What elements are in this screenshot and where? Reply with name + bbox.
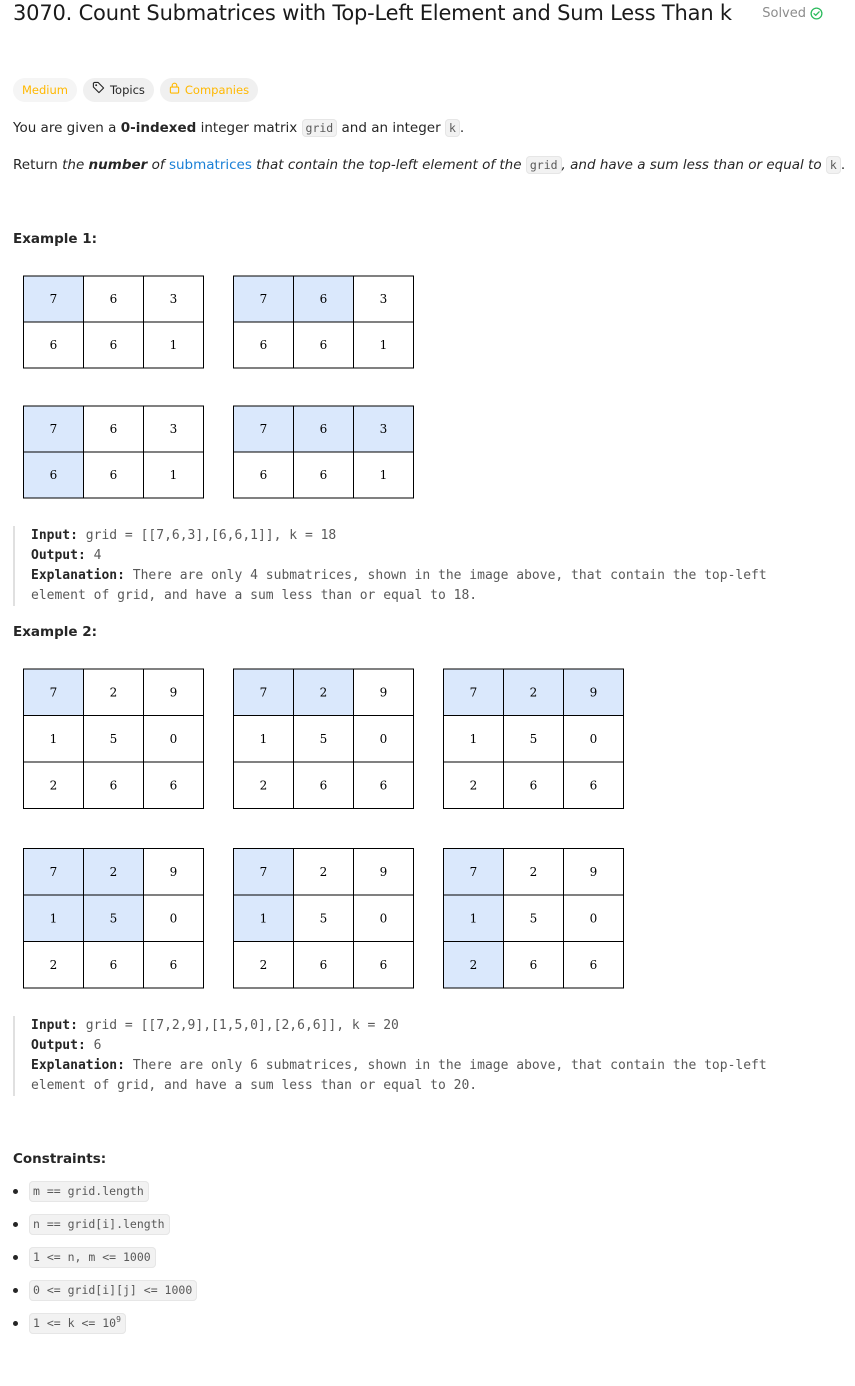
text: integer matrix bbox=[196, 120, 302, 136]
cell-value: 9 bbox=[169, 685, 178, 700]
cell-value: 2 bbox=[319, 685, 328, 700]
cell-value: 0 bbox=[169, 731, 178, 746]
cell-value: 5 bbox=[109, 731, 118, 746]
cell-value: 3 bbox=[379, 292, 388, 306]
cell-value: 6 bbox=[259, 468, 268, 482]
tag-icon bbox=[92, 78, 105, 102]
submatrices-link[interactable]: submatrices bbox=[168, 157, 252, 173]
italic-text: of bbox=[147, 157, 169, 173]
cell-value: 9 bbox=[169, 864, 178, 879]
cell-value: 0 bbox=[589, 731, 598, 746]
cell-value: 7 bbox=[49, 292, 58, 306]
constraint-item bbox=[13, 1246, 197, 1279]
text: . bbox=[459, 120, 465, 136]
cell-value: 2 bbox=[49, 778, 58, 793]
output-value: 4 bbox=[93, 548, 102, 563]
cell-value: 6 bbox=[529, 778, 538, 793]
submatrix-grid bbox=[234, 849, 414, 989]
cell-value: 7 bbox=[49, 685, 58, 700]
cell-value: 6 bbox=[319, 338, 328, 352]
cell-value: 6 bbox=[379, 778, 388, 793]
cell-value: 5 bbox=[319, 911, 328, 926]
cell-value: 7 bbox=[259, 864, 268, 879]
cell-value: 1 bbox=[259, 911, 268, 926]
cell-value: 1 bbox=[379, 468, 388, 482]
cell-value: 2 bbox=[469, 778, 478, 793]
submatrix-grid bbox=[234, 406, 414, 498]
input-value: grid = [[7,2,9],[1,5,0],[2,6,6]], k = 20 bbox=[85, 1018, 399, 1033]
cell-value: 3 bbox=[379, 422, 388, 436]
constraint-code: n == grid[i].length bbox=[29, 1214, 170, 1235]
constraint-text: 1 <= k <= 10 bbox=[33, 1316, 117, 1330]
cell-value: 1 bbox=[49, 911, 58, 926]
explanation-text: element of grid, and have a sum less than or equal to 18. bbox=[31, 588, 478, 603]
italic-text: , and have a sum less than or equal to bbox=[561, 157, 826, 173]
explanation-text: element of grid, and have a sum less than or equal to 20. bbox=[31, 1078, 478, 1093]
submatrix-grid bbox=[24, 849, 204, 989]
output-label: Output: bbox=[31, 548, 86, 563]
companies-label: Companies bbox=[184, 83, 250, 97]
cell-value: 0 bbox=[589, 911, 598, 926]
cell-value: 9 bbox=[379, 685, 388, 700]
cell-value: 6 bbox=[319, 468, 328, 482]
constraint-item bbox=[13, 1213, 197, 1246]
cell-value: 2 bbox=[109, 864, 118, 879]
explanation-label: Explanation: bbox=[31, 1058, 125, 1073]
cell-value: 6 bbox=[49, 468, 58, 482]
cell-value: 6 bbox=[109, 292, 118, 306]
constraint-item bbox=[13, 1180, 197, 1213]
constraint-code bbox=[29, 1313, 126, 1334]
cell-value: 1 bbox=[379, 338, 388, 352]
constraints-heading: Constraints: bbox=[13, 1151, 107, 1167]
lock-icon bbox=[169, 78, 180, 102]
cell-value: 7 bbox=[259, 422, 268, 436]
inline-code: k bbox=[826, 156, 841, 174]
cell-value: 6 bbox=[169, 778, 178, 793]
cell-value: 1 bbox=[169, 338, 178, 352]
cell-value: 2 bbox=[529, 864, 538, 879]
description-paragraph-2 bbox=[13, 157, 845, 173]
cell-value: 0 bbox=[379, 731, 388, 746]
explanation-label: Explanation: bbox=[31, 568, 125, 583]
cell-value: 7 bbox=[469, 864, 478, 879]
cell-value: 7 bbox=[259, 292, 268, 306]
cell-value: 0 bbox=[379, 911, 388, 926]
submatrix-grid bbox=[444, 669, 624, 809]
cell-value: 7 bbox=[469, 685, 478, 700]
input-value: grid = [[7,6,3],[6,6,1]], k = 18 bbox=[85, 528, 337, 543]
cell-value: 2 bbox=[259, 957, 268, 972]
constraint-item bbox=[13, 1279, 197, 1312]
output-label: Output: bbox=[31, 1038, 86, 1053]
cell-value: 2 bbox=[529, 685, 538, 700]
inline-code: k bbox=[445, 119, 460, 137]
output-value: 6 bbox=[93, 1038, 102, 1053]
cell-value: 6 bbox=[319, 957, 328, 972]
cell-value: 6 bbox=[109, 338, 118, 352]
submatrix-grid bbox=[24, 406, 204, 498]
cell-value: 9 bbox=[589, 685, 598, 700]
bold-text: 0-indexed bbox=[120, 120, 197, 136]
cell-value: 2 bbox=[109, 685, 118, 700]
example-1-block bbox=[13, 526, 828, 606]
constraint-code: m == grid.length bbox=[29, 1181, 149, 1202]
example-1-illustration bbox=[0, 270, 430, 510]
example-2-block bbox=[13, 1016, 828, 1096]
cell-value: 9 bbox=[379, 864, 388, 879]
topics-label: Topics bbox=[109, 83, 145, 97]
exponent: 9 bbox=[116, 1315, 121, 1325]
cell-value: 1 bbox=[259, 731, 268, 746]
cell-value: 6 bbox=[589, 778, 598, 793]
description-paragraph-1 bbox=[13, 120, 464, 136]
italic-text: the bbox=[62, 157, 89, 173]
cell-value: 6 bbox=[109, 468, 118, 482]
cell-value: 2 bbox=[259, 778, 268, 793]
explanation-text: There are only 6 submatrices, shown in the image above, that contain the top-left bbox=[132, 1058, 767, 1073]
text: and an integer bbox=[337, 120, 445, 136]
cell-value: 2 bbox=[469, 957, 478, 972]
bold-italic-text: number bbox=[88, 157, 148, 173]
submatrix-grid bbox=[234, 669, 414, 809]
cell-value: 1 bbox=[469, 731, 478, 746]
tag-row bbox=[13, 78, 258, 102]
cell-value: 2 bbox=[319, 864, 328, 879]
cell-value: 2 bbox=[49, 957, 58, 972]
example-1-heading: Example 1: bbox=[13, 231, 98, 247]
cell-value: 7 bbox=[49, 864, 58, 879]
solved-label: Solved bbox=[762, 6, 806, 21]
constraint-code: 0 <= grid[i][j] <= 1000 bbox=[29, 1280, 197, 1301]
submatrix-grid bbox=[234, 276, 414, 368]
input-label: Input: bbox=[31, 528, 78, 543]
solved-status bbox=[762, 6, 823, 21]
text: You are given a bbox=[13, 120, 121, 136]
cell-value: 6 bbox=[319, 292, 328, 306]
cell-value: 6 bbox=[109, 778, 118, 793]
problem-title[interactable]: 3070. Count Submatrices with Top-Left Element and Sum Less Than k bbox=[13, 1, 732, 25]
text: . bbox=[840, 157, 846, 173]
cell-value: 6 bbox=[109, 957, 118, 972]
submatrix-grid bbox=[24, 276, 204, 368]
check-circle-icon bbox=[810, 7, 823, 20]
cell-value: 3 bbox=[169, 292, 178, 306]
input-label: Input: bbox=[31, 1018, 78, 1033]
cell-value: 6 bbox=[169, 957, 178, 972]
text: Return bbox=[13, 157, 63, 173]
cell-value: 6 bbox=[529, 957, 538, 972]
cell-value: 5 bbox=[319, 731, 328, 746]
cell-value: 7 bbox=[259, 685, 268, 700]
constraint-code: 1 <= n, m <= 1000 bbox=[29, 1247, 156, 1268]
cell-value: 3 bbox=[169, 422, 178, 436]
cell-value: 1 bbox=[169, 468, 178, 482]
topics-button[interactable] bbox=[83, 78, 154, 102]
cell-value: 5 bbox=[109, 911, 118, 926]
cell-value: 6 bbox=[259, 338, 268, 352]
example-2-illustration bbox=[0, 663, 640, 1003]
cell-value: 5 bbox=[529, 731, 538, 746]
title-row bbox=[13, 0, 843, 34]
example-2-heading: Example 2: bbox=[13, 624, 98, 640]
italic-text: that contain the top-left element of the bbox=[251, 157, 526, 173]
cell-value: 6 bbox=[589, 957, 598, 972]
cell-value: 6 bbox=[49, 338, 58, 352]
constraint-item bbox=[13, 1312, 197, 1345]
cell-value: 6 bbox=[109, 422, 118, 436]
cell-value: 1 bbox=[49, 731, 58, 746]
cell-value: 7 bbox=[49, 422, 58, 436]
companies-button[interactable] bbox=[160, 78, 258, 102]
cell-value: 0 bbox=[169, 911, 178, 926]
difficulty-badge: Medium bbox=[13, 78, 77, 102]
cell-value: 6 bbox=[379, 957, 388, 972]
submatrix-grid bbox=[444, 849, 624, 989]
cell-value: 1 bbox=[469, 911, 478, 926]
inline-code: grid bbox=[526, 156, 562, 174]
submatrix-grid bbox=[24, 669, 204, 809]
cell-value: 9 bbox=[589, 864, 598, 879]
cell-value: 6 bbox=[319, 778, 328, 793]
inline-code: grid bbox=[302, 119, 338, 137]
explanation-text: There are only 4 submatrices, shown in the image above, that contain the top-left bbox=[132, 568, 767, 583]
constraints-list bbox=[13, 1180, 197, 1345]
cell-value: 5 bbox=[529, 911, 538, 926]
cell-value: 6 bbox=[319, 422, 328, 436]
